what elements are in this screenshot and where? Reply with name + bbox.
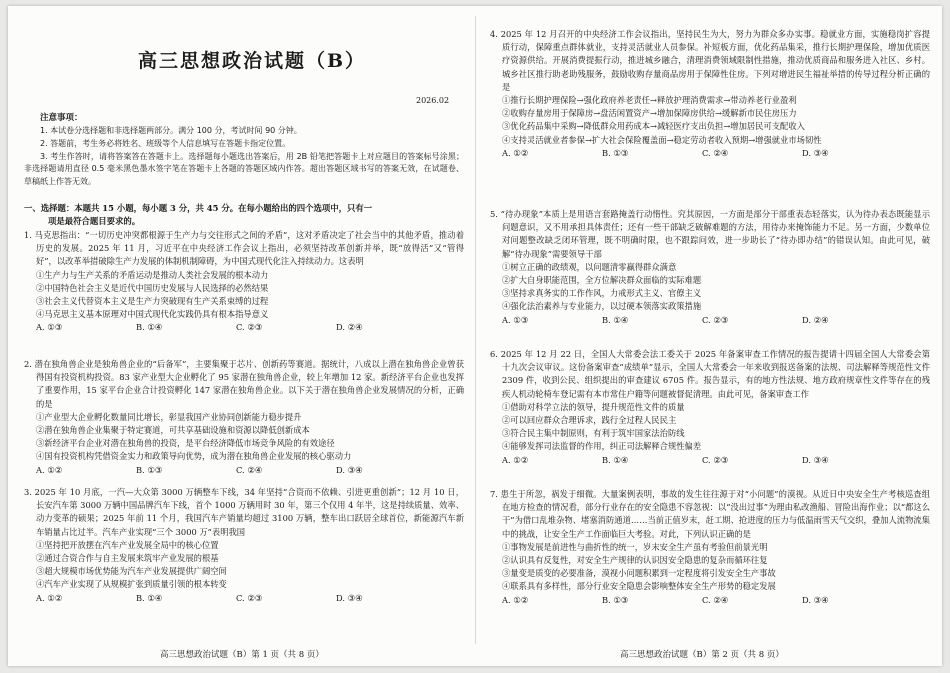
answer-choice: B. ①③ (602, 147, 629, 158)
page-footer-left: 高三思想政治试题（B）第 1 页（共 8 页） (160, 650, 324, 660)
answer-choice: C. ②③ (702, 314, 729, 325)
question-stem: 1. 马克思指出：“一切历史冲突都根源于生产力与交往形式之间的矛盾”，这对矛盾决定了社会当中的其他矛盾，推动着历史的发展。2025 年 11 月，习近平在中央经济工作会议上指出，必须坚持改革创新并举，既“放得活”又“管得好”，以改革举措破除生产力发展的体制机制障碍，为中国式现代化注入持续动力。这表明 (24, 230, 464, 267)
answer-choice: C. ②③ (236, 592, 263, 603)
question-option: ②可以回应群众合理诉求，践行全过程人民民主 (502, 415, 677, 426)
question-6 (490, 348, 930, 467)
answer-choice: D. ②④ (802, 314, 829, 325)
answer-choice: C. ②④ (702, 147, 729, 158)
question-option: ①生产力与生产关系的矛盾运动是推动人类社会发展的根本动力 (36, 269, 269, 280)
question-option: ②通过合资合作与自主发展来筑牢产业发展的根基 (36, 553, 219, 564)
answer-choices (490, 594, 930, 607)
question-stem: 7. 患生于所忽，祸发于细微。大量案例表明，事故的发生往往源于对“小问题”的漠视。从近日中央安全生产考核巡查组在地方检查的情况看，部分行业存在的安全隐患不容忽视：以“没出过事”为理由私改渔船、冒险出海作业；以“都这么干”为借口乱堆杂物、堵塞消防通道……当前正值岁末，赶工期、抢进度的压力与低温雨雪天气交织，叠加人流物流集中的挑战，让安全生产工作面临巨大考验。对此，下列认识正确的是 (490, 489, 930, 539)
page-footer-right: 高三思想政治试题（B）第 2 页（共 8 页） (620, 650, 784, 660)
answer-choice: B. ①④ (136, 592, 163, 603)
answer-choice: C. ②③ (702, 454, 729, 465)
answer-choice: A. ①② (502, 594, 529, 605)
answer-choice: D. ③④ (336, 592, 363, 603)
question-option: ①推行长期护理保险→强化政府养老责任→释放护理消费需求→带动养老行业盈利 (502, 95, 797, 106)
section-line-1: 一、选择题：本题共 15 小题，每小题 3 分，共 45 分。在每小题给出的四个选项中，只有一 (24, 203, 373, 213)
question-option: ②潜在独角兽企业集聚于特定赛道，可共享基础设施和资源以降低创新成本 (36, 425, 310, 436)
question-option: ③新经济平台企业对潜在独角兽的投资，是平台经济降低市场竞争风险的有效途径 (36, 438, 335, 449)
question-option: ②扩大自身职能范围，全方位解决群众面临的实际难题 (502, 275, 702, 286)
answer-choice: B. ①④ (602, 454, 629, 465)
answer-choice: C. ②④ (702, 594, 729, 605)
question-stem: 4. 2025 年 12 月召开的中央经济工作会议指出，坚持民生为大，努力为群众多办实事。稳就业方面，实施稳岗扩容提质行动，保障重点群体就业，支持灵活就业人员参保。补短板方面，优化药品集采，推行长期护理保险，增加优质医疗资源供给。开展消费提振行动，推进城乡融合，清理消费领域限制性措施，推动优质商品和服务进入社区、乡村。城乡社区推行助老助残服务，鼓励收购存量商品房用于保障性住房。下列对增进民生福祉举措的传导过程分析正确的是 (490, 29, 930, 92)
question-option: ④联系具有多样性，部分行业安全隐患会影响整体安全生产形势的稳定发展 (502, 581, 776, 592)
answer-choice: A. ①② (36, 592, 63, 603)
question-option: ②中国特色社会主义是近代中国历史发展与人民选择的必然结果 (36, 282, 269, 293)
question-option: ④马克思主义基本原理对中国式现代化实践仍具有根本指导意义 (36, 309, 269, 320)
question-option: ③符合民主集中制原则，有利于筑牢国家法治防线 (502, 428, 685, 439)
question-option: ④国有投资机构凭借资金实力和政策导向优势，成为潜在独角兽企业发展的核心驱动力 (36, 451, 352, 462)
column-divider (475, 16, 476, 644)
question-option: ①产业型大企业孵化数量同比增长，彰显我国产业协同创新能力稳步提升 (36, 411, 302, 422)
question-stem: 3. 2025 年 10 月底，一汽—大众第 3000 万辆整车下线，34 年坚持“合资而不依赖、引进更重创新”；12 月 10 日，长安汽车第 3000 万辆中国品牌汽车下线，首个 1000 万辆用时 30 年，第三个仅用 4 年半，这是持续质量、效率、动力变革的硕果；2025 年前 11 个月，我国汽车产销量均超过 3100 万辆，整车出口跃居全球首位，新能源汽车新车销量占比过半。汽车产业实现“三个 3000 万”表明我国 (24, 487, 464, 537)
exam-sheet (8, 6, 942, 666)
answer-choice: B. ①③ (136, 464, 163, 475)
question-option: ④汽车产业实现了从规模扩张到质量引领的根本转变 (36, 579, 227, 590)
question-stem: 6. 2025 年 12 月 22 日，全国人大常委会法工委关于 2025 年备案审查工作情况的报告提请十四届全国人大常委会第十九次会议审议。这份备案审查“成绩单”显示，全国人大常委会一年来收到报送备案的法规、司法解释等规范性文件 2309 件，收到公民、组织提出的审查建议 6705 件。报告显示，有的地方性法规、地方政府规章性文件等存在的残疾人机动轮椅车登记需有本市常住户籍等问题被督促清理。由此可见，备案审查工作 (490, 349, 930, 399)
question-option: ③社会主义代替资本主义是生产力突破现有生产关系束缚的过程 (36, 296, 269, 307)
question-7 (490, 488, 930, 607)
answer-choice: A. ①② (502, 454, 529, 465)
question-option: ③坚持求真务实的工作作风，力戒形式主义、官僚主义 (502, 288, 702, 299)
answer-choice: D. ③④ (802, 454, 829, 465)
question-option: ①坚持把开放摆在汽车产业发展全局中的核心位置 (36, 539, 219, 550)
notice-item: 1. 本试卷分选择题和非选择题两部分。满分 100 分，考试时间 90 分钟。 (40, 126, 302, 135)
question-5 (490, 208, 930, 327)
question-4 (490, 28, 930, 160)
section-line-2: 项是最符合题目要求的。 (48, 216, 141, 226)
question-stem: 5. “待办现象”本质上是用语言套路掩盖行动惰性。究其原因，一方面是部分干部重表态轻落实，认为待办表态既能显示问题意识，又不用承担具体责任；还有一些干部缺乏破解难题的方法，用待办来掩饰能力不足。另一方面，少数单位对问题整改缺乏闭环管理，既不明确时限，也不跟踪问效，进一步助长了“待办即办结”的错误认知。由此可见，破解“待办现象”需要领导干部 (490, 209, 930, 259)
question-stem: 2. 潜在独角兽企业是独角兽企业的“后备军”，主要集聚于芯片、创新药等赛道。据统计，八成以上潜在独角兽企业曾获得国有投资机构投资。83 家产业型大企业孵化了 95 家潜在独角兽企业，较上年增加 12 家。新经济平台企业也发挥了重要作用，15 家平台企业合计投资孵化 147 家潜在独角兽企业。以下关于潜在独角兽企业发展情况的分析，正确的是 (24, 359, 464, 409)
notice-item: 3. 考生作答时，请将答案答在答题卡上。选择题每小题选出答案后，用 2B 铅笔把答题卡上对应题目的答案标号涂黑；非选择题请用直径 0.5 毫米黑色墨水签字笔在答题卡上各题的答题区域内作答。超出答题区域书写的答案无效，在试题卷、草稿纸上作答无效。 (24, 151, 464, 187)
answer-choices (24, 321, 464, 334)
section-heading (24, 202, 464, 228)
answer-choice: A. ①③ (36, 322, 63, 333)
question-option: ④强化法治素养与专业能力，以过硬本领落实政策措施 (502, 301, 702, 312)
question-option: ②收购存量房用于保障房→盘活闲置资产→增加保障房供给→缓解新市民住房压力 (502, 108, 797, 119)
exam-date: 2026.02 (416, 96, 450, 105)
question-option: ④能够发挥司法监督的作用，纠正司法解释合规性偏差 (502, 441, 702, 452)
answer-choice: A. ①② (36, 464, 63, 475)
question-2 (24, 358, 464, 477)
answer-choice: B. ①④ (602, 314, 629, 325)
answer-choice: A. ①② (502, 147, 529, 158)
question-option: ①借助对科学立法的领导，提升规范性文件的质量 (502, 401, 685, 412)
question-option: ②认识具有反复性，对安全生产规律的认识因安全隐患的复杂而循环往复 (502, 555, 768, 566)
question-option: ③超大规模市场优势能为汽车产业发展提供广阔空间 (36, 566, 227, 577)
question-option: ③优化药品集中采购→降低群众用药成本→减轻医疗支出负担→增加居民可支配收入 (502, 121, 805, 132)
answer-choice: A. ①③ (502, 314, 529, 325)
answer-choices (490, 454, 930, 467)
answer-choice: B. ①③ (602, 594, 629, 605)
question-3 (24, 486, 464, 605)
question-option: ①事物发展是前进性与曲折性的统一，岁末安全生产虽有考验但前景光明 (502, 541, 768, 552)
answer-choices (490, 147, 930, 160)
notice-list (24, 125, 464, 189)
answer-choice: C. ②④ (236, 464, 263, 475)
answer-choices (24, 464, 464, 477)
question-option: ①树立正确的政绩观，以问题清零赢得群众满意 (502, 261, 677, 272)
answer-choice: C. ②③ (236, 322, 263, 333)
answer-choice: D. ②④ (336, 322, 363, 333)
answer-choices (490, 314, 930, 327)
notice-heading: 注意事项： (40, 113, 83, 123)
question-option: ④支持灵活就业者参保→扩大社会保险覆盖面→稳定劳动者收入预期→增强就业市场韧性 (502, 134, 822, 145)
answer-choice: B. ①④ (136, 322, 163, 333)
question-option: ③量变是质变的必要准备，漠视小问题积累到一定程度将引发安全生产事故 (502, 568, 776, 579)
notice-item: 2. 答题前，考生务必将姓名、班级等个人信息填写在答题卡指定位置。 (40, 138, 291, 148)
answer-choice: D. ③④ (802, 147, 829, 158)
answer-choice: D. ③④ (802, 594, 829, 605)
answer-choices (24, 592, 464, 605)
question-1 (24, 229, 464, 335)
page-title: 高三思想政治试题（B） (138, 50, 367, 72)
answer-choice: D. ③④ (336, 464, 363, 475)
